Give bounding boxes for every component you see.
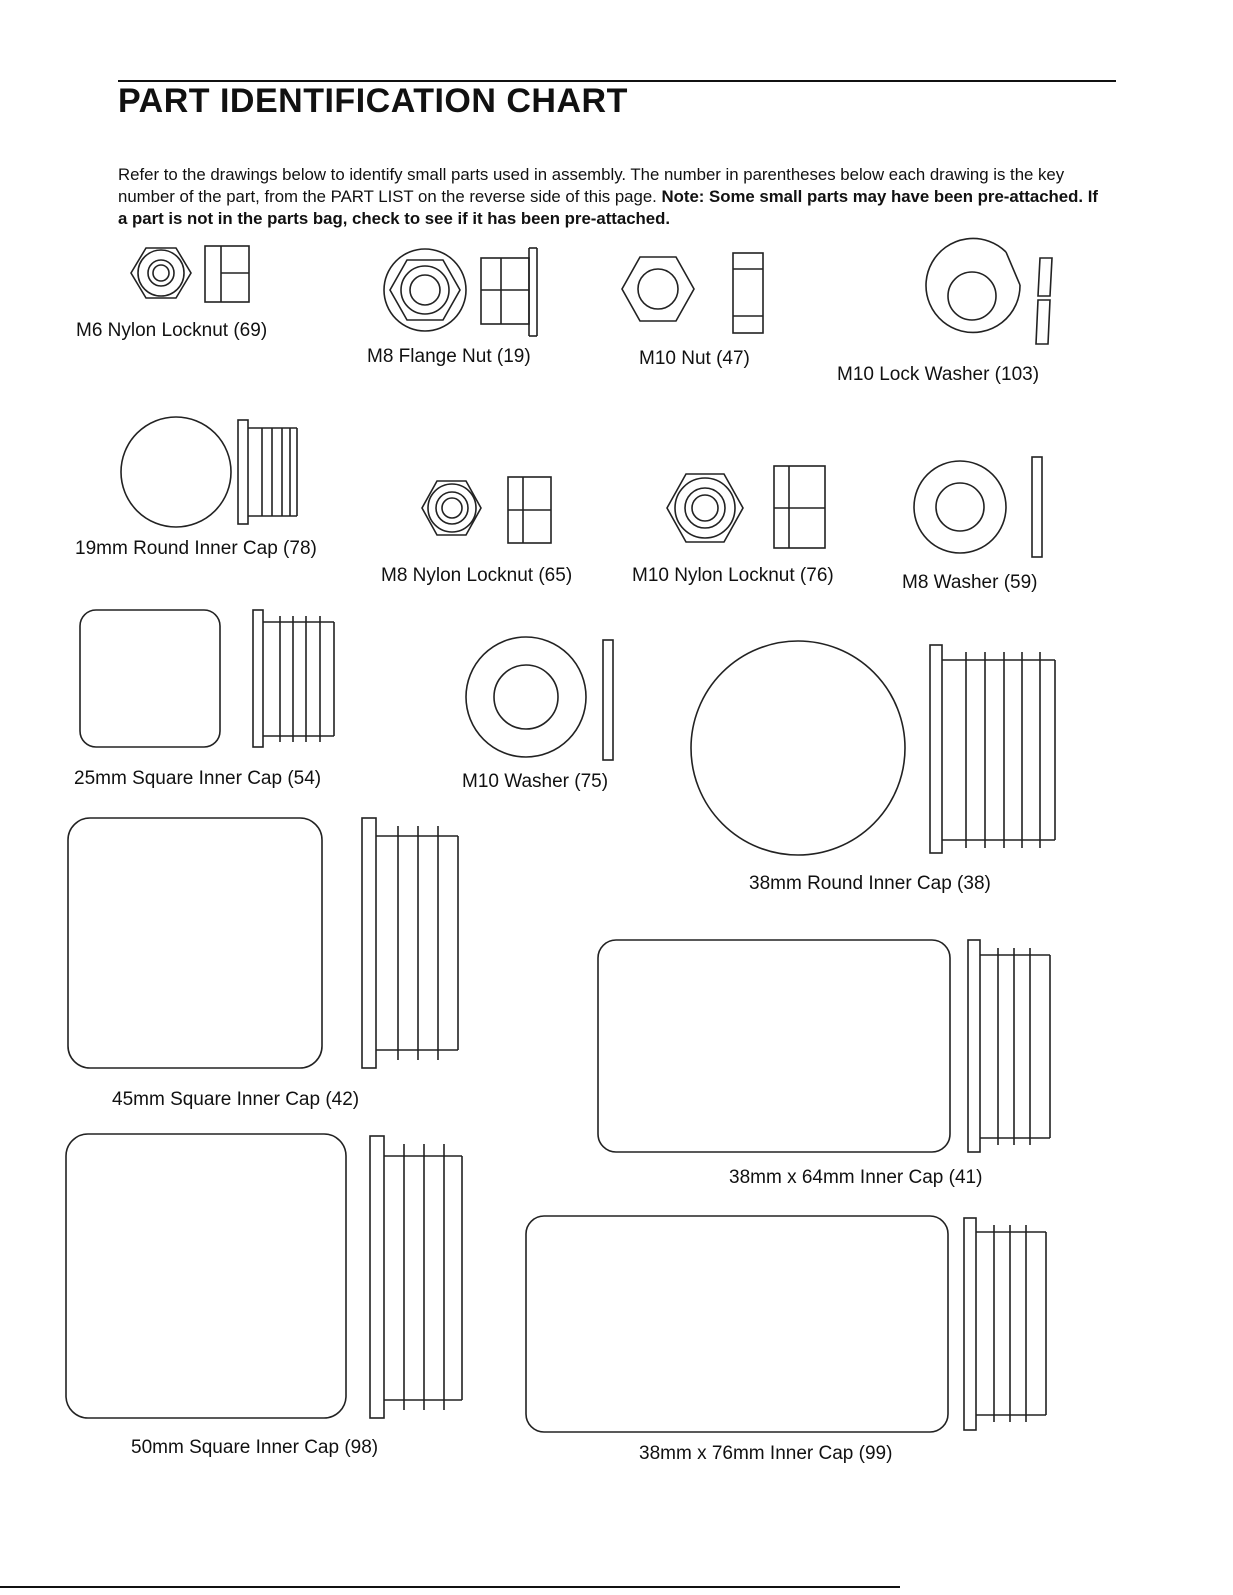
part-label-38x76mm-inner-cap: 38mm x 76mm Inner Cap (99) — [639, 1443, 893, 1464]
m6-nylon-locknut-drawing — [131, 246, 249, 302]
m8-flange-nut-drawing — [384, 248, 537, 336]
m8-washer-drawing — [914, 457, 1042, 557]
45mm-square-inner-cap-drawing — [68, 818, 458, 1068]
38x64mm-inner-cap-drawing — [598, 940, 1050, 1152]
page-title: PART IDENTIFICATION CHART — [118, 82, 628, 120]
part-label-38x64mm-inner-cap: 38mm x 64mm Inner Cap (41) — [729, 1167, 983, 1188]
part-label-m10-lock-washer: M10 Lock Washer (103) — [837, 364, 1040, 385]
part-label-45mm-square-inner-cap: 45mm Square Inner Cap (42) — [112, 1089, 360, 1110]
part-label-50mm-square-inner-cap: 50mm Square Inner Cap (98) — [131, 1437, 379, 1458]
38mm-round-inner-cap-drawing — [691, 641, 1055, 855]
19mm-round-inner-cap-drawing — [121, 417, 297, 527]
part-label-m10-nylon-locknut: M10 Nylon Locknut (76) — [632, 565, 834, 586]
footer-rule — [0, 1586, 900, 1588]
m10-nylon-locknut-drawing — [667, 466, 825, 548]
part-label-38mm-round-inner-cap: 38mm Round Inner Cap (38) — [749, 873, 991, 894]
part-label-m10-washer: M10 Washer (75) — [462, 771, 609, 792]
part-label-25mm-square-inner-cap: 25mm Square Inner Cap (54) — [74, 768, 322, 789]
m10-washer-drawing — [466, 637, 613, 760]
part-label-19mm-round-inner-cap: 19mm Round Inner Cap (78) — [75, 538, 317, 559]
part-label-m6-nylon-locknut: M6 Nylon Locknut (69) — [76, 320, 268, 341]
m10-lock-washer-drawing — [926, 238, 1052, 344]
intro-note: Note: Some small parts may have been pre-attached. If a part is not in the parts bag, check to see if it has been pre-attached. — [118, 187, 1098, 228]
38x76mm-inner-cap-drawing — [526, 1216, 1046, 1432]
m8-nylon-locknut-drawing — [422, 477, 551, 543]
50mm-square-inner-cap-drawing — [66, 1134, 462, 1418]
intro-text: Refer to the drawings below to identify small parts used in assembly. The number in parentheses below each drawing is the key number of the part, from the PART LIST on the reverse side of this page. — [118, 165, 1065, 206]
part-label-m8-washer: M8 Washer (59) — [902, 572, 1038, 593]
part-label-m8-nylon-locknut: M8 Nylon Locknut (65) — [381, 565, 573, 586]
m10-nut-drawing — [622, 253, 763, 333]
25mm-square-inner-cap-drawing — [80, 610, 334, 747]
part-label-m10-nut: M10 Nut (47) — [639, 348, 750, 369]
part-label-m8-flange-nut: M8 Flange Nut (19) — [367, 346, 531, 367]
